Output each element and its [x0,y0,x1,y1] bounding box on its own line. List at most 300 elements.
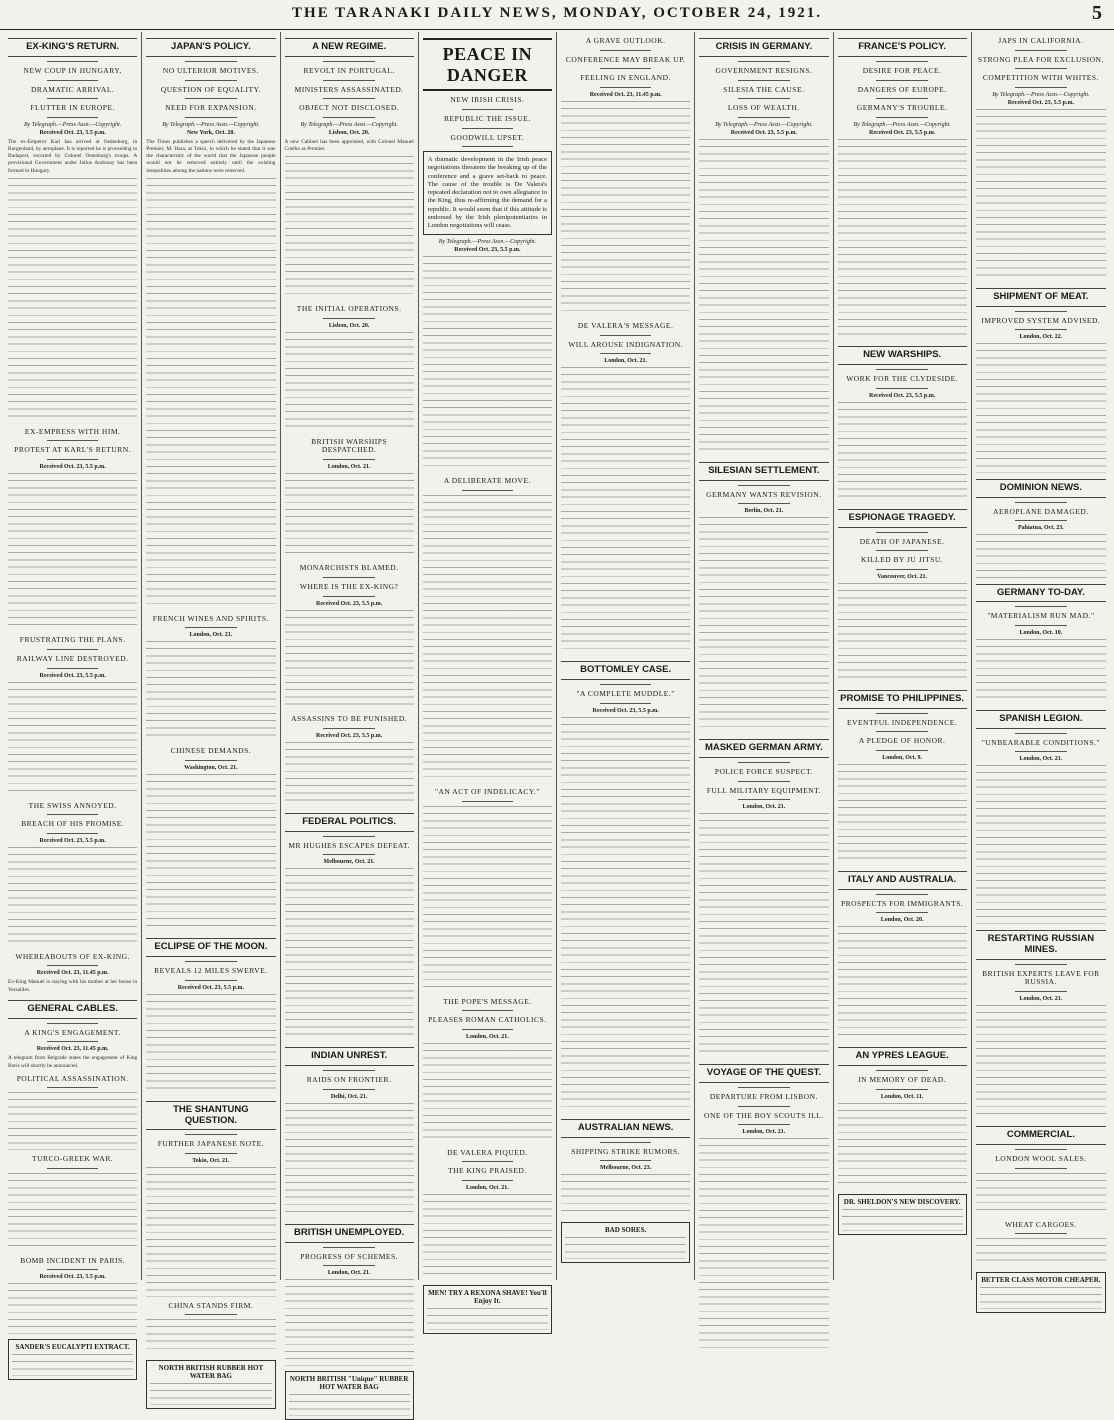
divider [323,836,375,837]
subheadline: IMPROVED SYSTEM ADVISED. [981,315,1101,325]
headline: FRANCE'S POLICY. [838,38,967,57]
divider [323,1070,375,1071]
subheadline: NEW IRISH CRISIS. [450,95,525,105]
dateline: Pahiatua, Oct. 23. [1017,525,1064,532]
subheadline: BRITISH EXPERTS LEAVE FOR RUSSIA. [982,968,1100,987]
column-5 [557,32,695,1280]
advertisement-body [289,1394,410,1416]
subheadline: WORK FOR THE CLYDESIDE. [846,374,959,384]
subheadline: DEPARTURE FROM LISBON. [709,1092,818,1102]
subheadline: COMPETITION WITH WHITES. [982,73,1099,83]
article-body [423,495,552,783]
divider [876,912,928,913]
newspaper-title: THE TARANAKI DAILY NEWS, MONDAY, OCTOBER 24, 1921. [292,5,822,21]
headline: A NEW REGIME. [285,38,414,57]
subheadline: FLUTTER IN EUROPE. [30,103,115,113]
divider [47,965,99,966]
column-4 [419,32,557,1306]
subheadline: MR HUGHES ESCAPES DEFEAT. [288,840,410,850]
article-body [285,1103,414,1218]
subheadline: WHEAT CARGOES. [1004,1219,1077,1229]
divider [738,503,790,504]
subheadline: BRITISH WARSHIPS DESPATCHED. [311,436,388,455]
divider [876,80,928,81]
subheadline: THE KING PRAISED. [448,1166,527,1176]
divider [185,627,237,628]
dateline: Received Oct. 23, 5.5 p.m. [454,247,521,254]
article-body [146,178,275,610]
divider [738,485,790,486]
divider [1015,751,1067,752]
article-body [561,1174,690,1217]
divider [1015,311,1067,312]
dateline: London, Oct. 22. [1019,334,1063,341]
divider [47,440,99,441]
article-text: Ex-King Manuel is staying with his mother at her house in Versailles. [8,979,138,993]
advertisement [838,1194,967,1235]
subheadline: PROTEST AT KARL'S RETURN. [14,445,132,455]
dateline: London, Oct. 21. [1019,756,1063,763]
subheadline: OBJECT NOT DISCLOSED. [299,103,400,113]
advertisement-title: DR. SHELDON'S NEW DISCOVERY. [843,1198,961,1207]
divider [600,68,652,69]
headline: GERMANY TO-DAY. [976,584,1106,603]
dateline: Lisbon, Oct. 20. [328,322,370,329]
dateline: London, Oct. 9. [882,754,923,761]
article-body [976,1173,1106,1216]
headline: JAPAN'S POLICY. [146,38,275,57]
divider [462,109,514,110]
article-body [8,682,137,797]
subheadline: REPUBLIC THE ISSUE. [444,114,531,123]
article-body [838,764,967,865]
divider [876,98,928,99]
article-text: The ex-Emperor Karl has arrived at Oedenburg, in Burgenland, by aeroplane. It is reported he is proceeding to Budapest, escorted by Colonel Ostenburg's troops. A provisional Government under Julius Andrassy has been formed in Hungary. [8,138,138,174]
divider [47,649,99,650]
divider [462,1180,514,1181]
subheadline: LONDON WOOL SALES. [995,1154,1087,1164]
advertisement-body [150,1383,271,1405]
divider [47,1269,99,1270]
article-body [976,534,1106,577]
divider [462,490,514,491]
headline: CRISIS IN GERMANY. [699,38,828,57]
article-body [699,139,828,456]
divider [600,684,652,685]
dateline: London, Oct. 21. [604,358,648,365]
divider [185,61,237,62]
advertisement-body [565,1237,686,1259]
divider [876,1070,928,1071]
divider [738,117,790,118]
divider [1015,625,1067,626]
headline: VOYAGE OF THE QUEST. [699,1064,828,1083]
divider [185,1134,237,1135]
subheadline: ONE OF THE BOY SCOUTS ILL. [704,1110,824,1120]
divider [323,1247,375,1248]
divider [462,128,514,129]
advertisement [8,1339,137,1380]
advertisement-title: NORTH BRITISH "Unique" RUBBER HOT WATER BAG [289,1374,409,1391]
subheadline: "AN ACT OF INDELICACY." [434,786,540,796]
headline: BOTTOMLEY CASE. [561,661,690,680]
article-body [146,994,275,1095]
headline: NEW WARSHIPS. [838,346,967,365]
divider [738,781,790,782]
divider [876,569,928,570]
headline: SPANISH LEGION. [976,710,1106,729]
dateline: Received Oct. 23, 5.5 p.m. [730,129,797,136]
subheadline: SILESIA THE CAUSE. [723,84,805,94]
headline: MASKED GERMAN ARMY. [699,739,828,758]
article-text: The Times publishes a speech delivered by the Japanese Premier, M. Hara, at Tokio, in which he stated that it was the characteristic of the world that the Japanese people would not be removed entirely until the existing inequalities among the nations were removed. [146,138,276,174]
subheadline: LOSS OF WEALTH. [727,103,800,113]
dateline: London, Oct. 21. [1019,995,1063,1002]
subheadline: WHEREABOUTS OF EX-KING. [15,951,130,961]
advertisement-title: MEN! TRY A REXONA SHAVE! You'll Enjoy It. [428,1289,547,1306]
subheadline: ASSASSINS TO BE PUNISHED. [291,714,408,724]
subheadline: "UNBEARABLE CONDITIONS." [981,737,1100,747]
column-2 [142,32,280,1381]
dateline: Received Oct. 23, 5.5 p.m. [39,672,106,679]
subheadline: "MATERIALISM RUN MAD." [987,611,1095,621]
subheadline: WHERE IS THE EX-KING? [299,581,399,591]
divider [47,98,99,99]
divider [1015,733,1067,734]
divider [1015,87,1067,88]
headline: INDIAN UNREST. [285,1047,414,1066]
article-body [561,101,690,317]
subheadline: EX-EMPRESS WITH HIM. [24,426,121,436]
divider [185,80,237,81]
dateline: Received Oct. 23, 5.5 p.m. [177,984,244,991]
divider [738,98,790,99]
subheadline: GERMANY WANTS REVISION. [706,489,822,499]
article-body [285,742,414,807]
subheadline: FULL MILITARY EQUIPMENT. [706,785,821,795]
subheadline: JAPS IN CALIFORNIA. [998,36,1084,45]
subheadline: A KING'S ENGAGEMENT. [24,1027,121,1037]
subheadline: DE VALERA'S MESSAGE. [577,320,674,330]
advertisement [285,1371,414,1420]
dateline: Received Oct. 23, 5.5 p.m. [39,837,106,844]
article-body [976,639,1106,704]
divider [738,1106,790,1107]
headline: EX-KING'S RETURN. [8,38,137,57]
divider [462,801,514,802]
divider [876,61,928,62]
divider [185,980,237,981]
headline: ESPIONAGE TRAGEDY. [838,509,967,528]
headline: SILESIAN SETTLEMENT. [699,462,828,481]
subheadline: MINISTERS ASSASSINATED. [294,84,404,94]
headline: FEDERAL POLITICS. [285,813,414,832]
divider [462,146,514,147]
newspaper-columns [4,32,1110,1391]
dateline: Received Oct. 23, 5.5 p.m. [39,463,106,470]
article-body [285,1279,414,1365]
dateline: London, Oct. 10. [1019,630,1063,637]
article-body [423,1043,552,1144]
divider [323,61,375,62]
subheadline: QUESTION OF EQUALITY. [160,84,261,94]
subheadline: A GRAVE OUTLOOK. [585,36,666,45]
dateline: Lisbon, Oct. 20. [328,129,370,136]
byline: By Telegraph.—Press Assn.—Copyright. [715,121,813,128]
article-body [8,1092,137,1150]
dateline: Received Oct. 23, 5.5 p.m. [1007,99,1074,106]
divider [876,550,928,551]
divider [323,1265,375,1266]
article-body [838,139,967,341]
subheadline: EVENTFUL INDEPENDENCE. [846,717,958,727]
dateline: Delhi, Oct. 21. [330,1093,368,1100]
subheadline: DEATH OF JAPANESE. [859,536,945,546]
subheadline: PROSPECTS FOR IMMIGRANTS. [840,898,964,908]
advertisement [423,1285,552,1334]
divider [47,1168,99,1169]
subheadline: CHINA STANDS FIRM. [168,1300,254,1310]
subheadline: PLEASES ROMAN CATHOLICS. [428,1015,547,1025]
dateline: Received Oct. 23, 5.5 p.m. [869,129,936,136]
dateline: London, Oct. 21. [742,804,786,811]
divider [323,80,375,81]
dateline: London, Oct. 21. [742,1129,786,1136]
article-body [423,256,552,472]
divider [1015,50,1067,51]
divider [1015,68,1067,69]
divider [323,1089,375,1090]
subheadline: FURTHER JAPANESE NOTE. [157,1139,265,1149]
article-body [838,583,967,684]
article-body [146,774,275,932]
dateline: London, Oct. 21. [189,632,233,639]
subheadline: A DELIBERATE MOVE. [443,476,531,486]
dateline: Received Oct. 23, 5.5 p.m. [869,392,936,399]
article-body [146,1319,275,1355]
headline: ECLIPSE OF THE MOON. [146,938,275,957]
divider [47,1087,99,1088]
column-1 [4,32,142,1351]
dateline: Vancouver, Oct. 21. [877,573,927,580]
divider [738,1087,790,1088]
subheadline: DRAMATIC ARRIVAL. [30,84,115,94]
headline: COMMERCIAL. [976,1126,1106,1145]
divider [47,1023,99,1024]
divider [47,61,99,62]
masthead [0,0,1114,30]
dateline: London, Oct. 21. [327,1270,371,1277]
dateline: Tokio, Oct. 21. [192,1158,230,1165]
divider [1015,329,1067,330]
subheadline: NO ULTERIOR MOTIVES. [162,65,259,75]
column-6 [695,32,833,1280]
subheadline: AEROPLANE DAMAGED. [993,506,1089,516]
subheadline: DE VALERA PIQUED. [447,1147,528,1157]
article-body [561,367,690,655]
article-text: A telegram from Belgrade states the engagement of King Boris will shortly be announced. [8,1055,138,1069]
divider [600,335,652,336]
dateline: Melbourne, Oct. 23. [600,1165,652,1172]
divider [47,814,99,815]
article-body [285,332,414,433]
subheadline: PROGRESS OF SCHEMES. [300,1251,398,1261]
article-body [146,1167,275,1297]
advertisement-body [980,1287,1102,1309]
subheadline: DESIRE FOR PEACE. [862,65,942,75]
column-3 [281,32,419,1391]
dateline: Received Oct. 23, 11.45 p.m. [36,1046,109,1053]
subheadline: DANGERS OF EUROPE. [857,84,947,94]
divider [876,1089,928,1090]
dateline: Melbourne, Oct. 21. [323,859,375,866]
subheadline: BOMB INCIDENT IN PARIS. [20,1255,126,1265]
dateline: Received Oct. 23, 11.45 p.m. [589,91,662,98]
divider [323,596,375,597]
subheadline: MONARCHISTS BLAMED. [299,563,399,573]
subheadline: A PLEDGE OF HONOR. [858,736,946,746]
dateline: Received Oct. 23, 5.5 p.m. [592,707,659,714]
subheadline: FRENCH WINES AND SPIRITS. [152,613,269,623]
article-body [976,1238,1106,1267]
divider [1015,502,1067,503]
article-body [976,765,1106,923]
headline: THE SHANTUNG QUESTION. [146,1101,275,1131]
subheadline: REVEALS 12 MILES SWERVE. [154,966,268,976]
byline: By Telegraph.—Press Assn.—Copyright. [23,121,122,128]
article-body [8,1283,137,1333]
subheadline: KILLED BY JU JITSU. [861,555,944,565]
divider [738,1124,790,1125]
headline: DOMINION NEWS. [976,479,1106,498]
subheadline: RAIDS ON FRONTIER. [306,1075,392,1084]
article-body [285,473,414,559]
divider [876,750,928,751]
article-body [423,1194,552,1280]
divider [323,728,375,729]
advertisement [976,1272,1106,1313]
headline: PROMISE TO PHILIPPINES. [838,690,967,709]
advertisement-body [12,1354,133,1376]
article-body [699,1138,828,1354]
article-body [8,178,137,423]
subheadline: "A COMPLETE MUDDLE." [576,689,675,699]
divider [462,1029,514,1030]
divider [185,760,237,761]
article-body [561,717,690,1113]
article-body [838,402,967,503]
divider [323,98,375,99]
divider [876,713,928,714]
article-body [8,473,137,631]
column-7 [834,32,972,1280]
divider [1015,1233,1067,1234]
subheadline: CONFERENCE MAY BREAK UP. [565,54,686,64]
divider [47,80,99,81]
subheadline: NEED FOR EXPANSION. [165,103,257,113]
divider [323,577,375,578]
advertisement-title: BETTER CLASS MOTOR CHEAPER. [981,1276,1101,1285]
headline: BRITISH UNEMPLOYED. [285,1224,414,1243]
divider [1015,520,1067,521]
dateline: London, Oct. 21. [465,1185,509,1192]
article-body [838,1103,967,1189]
dateline: New York, Oct. 20. [186,129,235,136]
byline: By Telegraph.—Press Assn.—Copyright. [438,239,537,246]
divider [600,1160,652,1161]
subheadline: RAILWAY LINE DESTROYED. [16,653,129,663]
subheadline: WILL AROUSE INDIGNATION. [568,339,684,349]
advertisement-title: NORTH BRITISH RUBBER HOT WATER BAG [158,1364,264,1381]
article-body [8,847,137,948]
divider [738,80,790,81]
lead-paragraph: A dramatic development in the Irish peace negotiations threatens the breaking up of the conference and a grave set-back to peace. The cause of the trouble is De Valera's repeated declaration not to own allegiance to the King, thus re-affirming the demand for a republic. It would seem that if this attitude is endorsed by the Irish plenipotentiaries in London negotiations will cease. [423,151,552,235]
divider [47,459,99,460]
subheadline: STRONG PLEA FOR EXCLUSION. [977,54,1104,64]
dateline: London, Oct. 21. [465,1034,509,1041]
divider [1015,1168,1067,1169]
article-body [285,868,414,1041]
divider [323,117,375,118]
subheadline: POLICE FORCE SUSPECT. [714,767,813,777]
advertisement [561,1222,690,1263]
article-body [976,109,1106,282]
subheadline: FEELING IN ENGLAND. [580,73,671,83]
subheadline: THE POPE'S MESSAGE. [443,996,532,1006]
divider [323,854,375,855]
article-body [285,610,414,711]
subheadline: GERMANY'S TROUBLE. [856,103,948,113]
byline: By Telegraph.—Press Assn.—Copyright. [300,121,398,128]
subheadline: TURCO-GREEK WAR. [32,1153,114,1163]
divider [876,894,928,895]
divider [876,532,928,533]
subheadline: IN MEMORY OF DEAD. [858,1075,947,1085]
divider [600,703,652,704]
dateline: Received Oct. 23, 5.5 p.m. [316,732,383,739]
subheadline: CHINESE DEMANDS. [170,746,252,756]
divider [47,117,99,118]
article-body [423,806,552,993]
article-body [8,1173,137,1252]
dateline: Received Oct. 23, 5.5 p.m. [39,129,106,136]
divider [738,61,790,62]
page-number: 5 [1092,2,1102,24]
divider [1015,606,1067,607]
column-8 [972,32,1110,1285]
advertisement-title: BAD SORES. [605,1226,647,1235]
subheadline: NEW COUP IN HUNGARY, [23,65,122,75]
divider [1015,964,1067,965]
divider [185,1314,237,1315]
divider [738,762,790,763]
headline: SHIPMENT OF MEAT. [976,288,1106,307]
subheadline: GOODWILL UPSET. [450,132,525,142]
advertisement-title: SANDER'S EUCALYPTI EXTRACT. [15,1342,130,1351]
divider [600,87,652,88]
article-body [976,343,1106,473]
subheadline: THE SWISS ANNOYED. [28,800,117,810]
dateline: Received Oct. 23, 5.5 p.m. [39,1274,106,1281]
dateline: Received Oct. 23, 11.45 p.m. [36,970,109,977]
article-text: A new Cabinet has been appointed, with Colonel Manuel Coelho as Premier. [284,138,414,152]
subheadline: SHIPPING STRIKE RUMORS. [571,1146,681,1156]
divider [600,50,652,51]
divider [876,369,928,370]
headline: RESTARTING RUSSIAN MINES. [976,930,1106,960]
advertisement [146,1360,275,1409]
divider [185,117,237,118]
